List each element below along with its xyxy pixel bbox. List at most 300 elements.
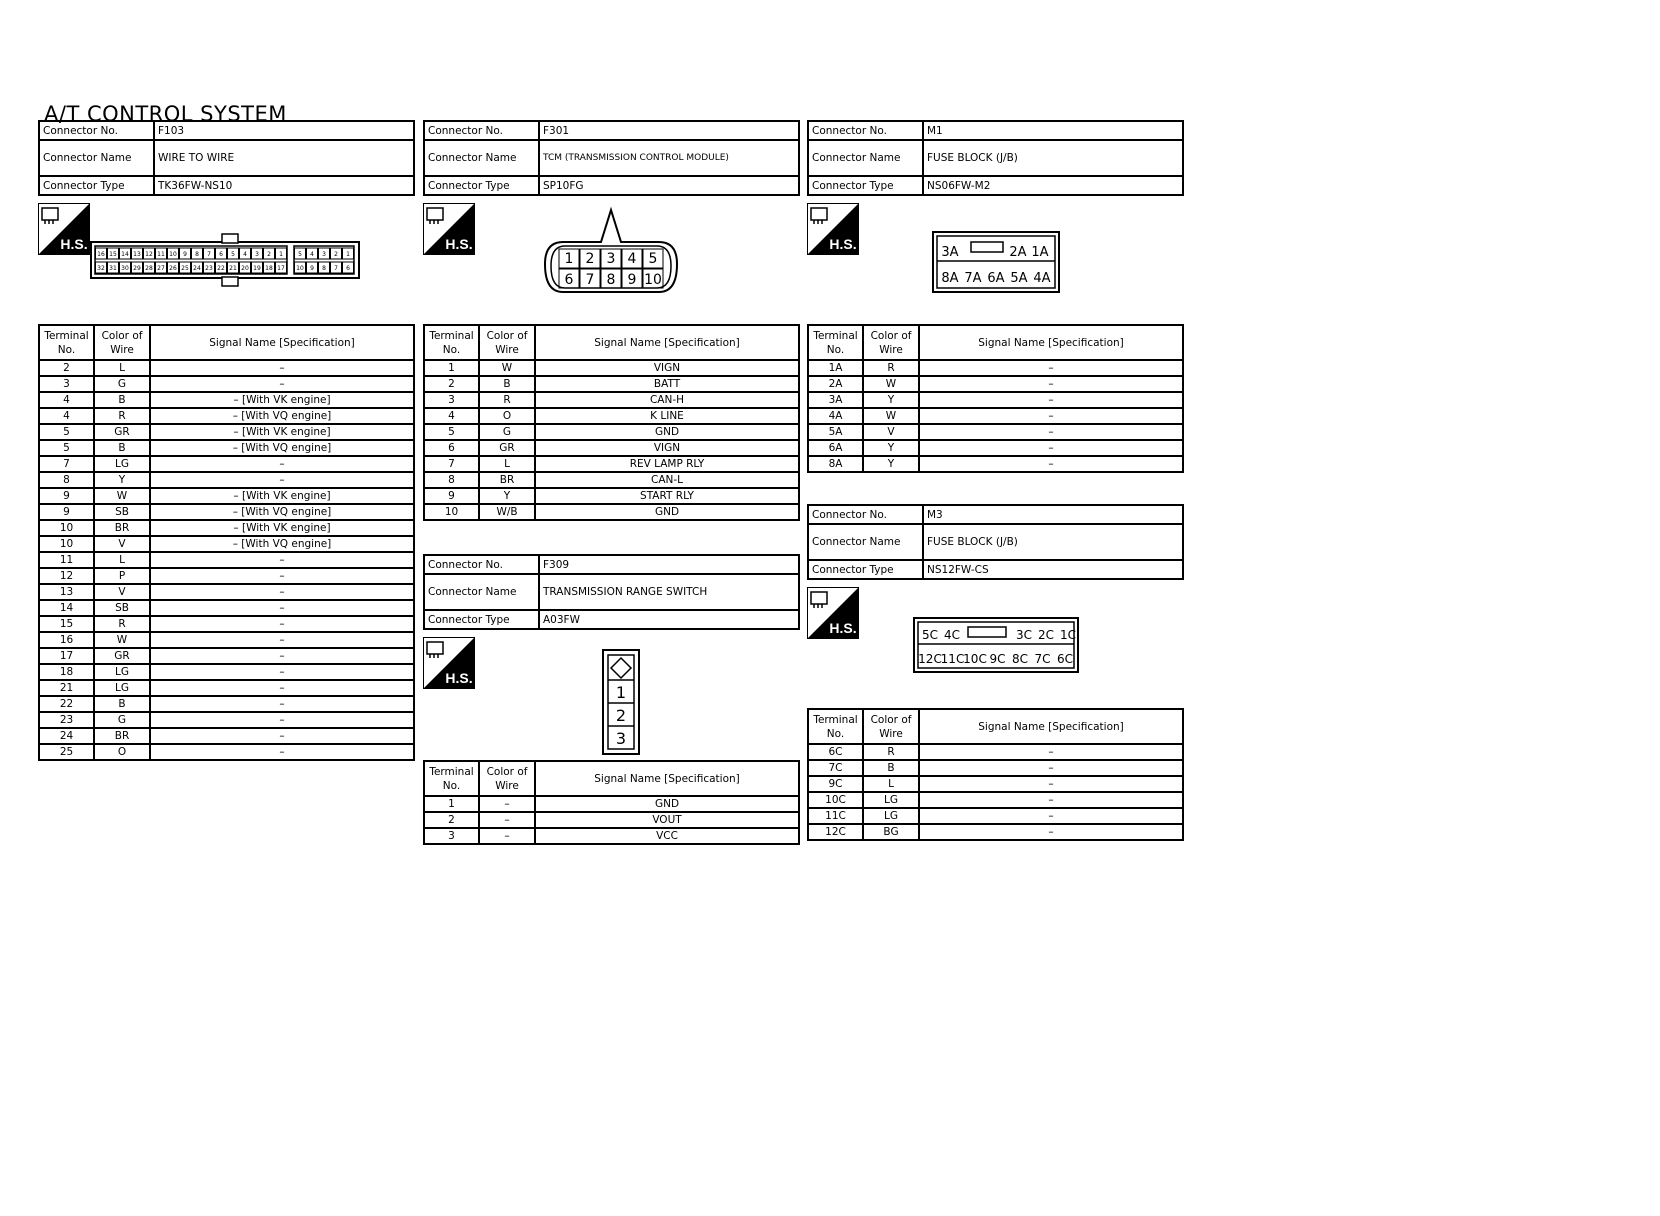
pin-label: 14 [121,251,129,258]
terminal-no-cell: 8A [808,456,863,472]
signal-name-cell: – [With VK engine] [150,392,414,408]
pin-label: 7 [334,265,338,272]
terminal-no-cell: 4 [424,408,479,424]
connector-name-value: FUSE BLOCK (J/B) [923,140,1183,176]
wire-color-cell: W [863,408,919,424]
connector-type-value: TK36FW-NS10 [154,176,414,195]
pin-label: 23 [205,265,213,272]
pin-label: 7C [1034,652,1051,666]
pin-label: 3 [615,729,627,748]
signal-name-cell: – [919,744,1183,760]
table-row [808,744,1183,760]
terminal-no-header: Terminal No. [424,761,479,796]
wire-color-cell: O [94,744,150,760]
wire-color-cell: R [94,408,150,424]
pin-label: 5A [1010,271,1028,286]
signal-name-cell: VIGN [535,360,799,376]
wire-color-cell: L [863,776,919,792]
table-row [808,424,1183,440]
pin-label: 3 [255,251,259,258]
pin-label: 21 [229,265,237,272]
terminal-no-cell: 2 [424,812,479,828]
pin-label: 8A [941,271,959,286]
table-row [39,616,414,632]
m1-connector-face-diagram [931,230,1063,296]
table-row [808,440,1183,456]
pin-label: 3C [1015,628,1033,642]
signal-name-cell: – [150,696,414,712]
connector-type-value: NS06FW-M2 [923,176,1183,195]
wire-color-cell: – [479,812,535,828]
wire-color-cell: Y [479,488,535,504]
wire-color-cell: L [94,552,150,568]
pin-label: 1 [615,683,627,702]
table-row [39,408,414,424]
connector-m3 [807,504,1184,841]
hs-badge-label: H.S. [445,236,473,252]
terminal-no-cell: 4A [808,408,863,424]
pin-label: 27 [157,265,165,272]
hs-badge-label: H.S. [60,236,88,252]
wire-color-cell: W [479,360,535,376]
pin-label: 12 [145,251,153,258]
signal-name-cell: – [919,424,1183,440]
pin-label: 1 [564,251,574,267]
signal-name-cell: – [150,552,414,568]
table-row [808,408,1183,424]
table-row [39,568,414,584]
connector-name-value: FUSE BLOCK (J/B) [923,524,1183,560]
terminal-no-cell: 6A [808,440,863,456]
pin-label: 6 [219,251,223,258]
terminal-no-cell: 4 [39,408,94,424]
terminal-no-cell: 23 [39,712,94,728]
pin-label: 3 [322,251,326,258]
table-row [39,472,414,488]
table-row [39,488,414,504]
pin-label: 5 [298,251,302,258]
terminal-no-cell: 10 [424,504,479,520]
connector-header [38,120,415,196]
terminal-no-cell: 2 [39,360,94,376]
wire-color-cell: BR [94,728,150,744]
pin-label: 7 [207,251,211,258]
terminal-no-cell: 9 [39,504,94,520]
hs-badge-label: H.S. [829,236,857,252]
wire-color-cell: BR [94,520,150,536]
connector-type-value: NS12FW-CS [923,560,1183,579]
table-row [808,392,1183,408]
wire-color-cell: Y [94,472,150,488]
wire-color-cell: LG [94,680,150,696]
connector-name-label: Connector Name [424,140,539,176]
signal-name-cell: – [919,392,1183,408]
signal-name-cell: – [With VQ engine] [150,440,414,456]
table-row [39,728,414,744]
terminal-table [423,324,800,521]
table-row [39,536,414,552]
signal-name-cell: – [150,600,414,616]
signal-name-cell: – [With VQ engine] [150,408,414,424]
page-title: A/T CONTROL SYSTEM [44,102,287,126]
pin-label: 2C [1037,628,1055,642]
terminal-no-cell: 1 [424,796,479,812]
signal-name-cell: – [150,376,414,392]
terminal-no-cell: 10C [808,792,863,808]
wire-color-cell: O [479,408,535,424]
connector-f309 [423,554,800,845]
signal-name-cell: – [919,760,1183,776]
wire-color-cell: Y [863,440,919,456]
terminal-no-cell: 3A [808,392,863,408]
connector-no-value: F309 [539,555,799,574]
pin-label: 1 [346,251,350,258]
pin-label: 3 [606,251,616,267]
wire-color-cell: R [863,360,919,376]
connector-name-value: TRANSMISSION RANGE SWITCH [539,574,799,610]
pin-label: 9C [989,652,1006,666]
signal-name-cell: – [919,408,1183,424]
pin-label: 13 [133,251,141,258]
pin-label: 2 [267,251,271,258]
wire-color-cell: LG [94,664,150,680]
signal-name-cell: VCC [535,828,799,844]
terminal-no-cell: 9 [39,488,94,504]
wire-color-cell: Y [863,392,919,408]
table-row [424,504,799,520]
terminal-no-cell: 5A [808,424,863,440]
signal-name-cell: – [150,472,414,488]
wire-color-cell: R [479,392,535,408]
table-row [39,440,414,456]
signal-name-cell: – [150,360,414,376]
wire-color-cell: BG [863,824,919,840]
pin-label: 30 [121,265,129,272]
terminal-no-cell: 5 [424,424,479,440]
pin-label: 15 [109,251,117,258]
table-row [39,680,414,696]
terminal-no-cell: 9 [424,488,479,504]
wire-color-cell: Y [863,456,919,472]
table-row [39,456,414,472]
signal-name-header: Signal Name [Specification] [919,325,1183,360]
pin-label: 8C [1011,652,1029,666]
table-row [424,424,799,440]
terminal-no-cell: 4 [39,392,94,408]
connector-type-label: Connector Type [424,610,539,629]
pin-label: 4 [243,251,247,258]
pin-label: 2 [615,706,627,725]
connector-name-label: Connector Name [424,574,539,610]
signal-name-cell: BATT [535,376,799,392]
pin-label: 22 [217,265,225,272]
pin-label: 16 [97,251,105,258]
pin-label: 32 [97,265,105,272]
terminal-no-cell: 6C [808,744,863,760]
connector-no-value: F103 [154,121,414,140]
pin-label: 9 [310,265,314,272]
pin-label: 10 [644,272,662,288]
terminal-no-cell: 2 [424,376,479,392]
table-row [39,424,414,440]
signal-name-cell: – [150,712,414,728]
table-row [39,696,414,712]
pin-label: 10C [963,652,987,666]
terminal-no-cell: 11C [808,808,863,824]
connector-type-label: Connector Type [808,176,923,195]
signal-name-cell: START RLY [535,488,799,504]
pin-label: 26 [169,265,177,272]
terminal-no-header: Terminal No. [39,325,94,360]
signal-name-cell: GND [535,796,799,812]
color-of-wire-header: Color of Wire [479,325,535,360]
table-row [39,664,414,680]
signal-name-cell: – [919,808,1183,824]
signal-name-header: Signal Name [Specification] [535,761,799,796]
table-row [39,648,414,664]
wire-color-cell: B [479,376,535,392]
wire-color-cell: LG [863,792,919,808]
pin-label: 24 [193,265,201,272]
signal-name-cell: – [919,824,1183,840]
terminal-no-cell: 8 [39,472,94,488]
terminal-no-cell: 5 [39,424,94,440]
color-of-wire-header: Color of Wire [863,709,919,744]
wire-color-cell: R [94,616,150,632]
pin-label: 2 [585,251,595,267]
wire-color-cell: GR [94,424,150,440]
terminal-no-cell: 14 [39,600,94,616]
color-of-wire-header: Color of Wire [479,761,535,796]
table-row [424,472,799,488]
f103-connector-face-diagram [90,232,362,288]
signal-name-cell: – [150,744,414,760]
signal-name-cell: – [150,728,414,744]
f301-connector-face-diagram [541,206,681,306]
terminal-no-cell: 21 [39,680,94,696]
pin-label: 12C [918,652,942,666]
wire-color-cell: W [94,488,150,504]
wire-color-cell: LG [863,808,919,824]
terminal-no-cell: 3 [39,376,94,392]
wire-color-cell: G [94,712,150,728]
signal-name-cell: GND [535,504,799,520]
signal-name-cell: – [150,680,414,696]
wire-color-cell: V [94,584,150,600]
connector-header [423,120,800,196]
connector-type-value: A03FW [539,610,799,629]
wire-color-cell: R [863,744,919,760]
table-row [424,376,799,392]
wire-color-cell: B [94,440,150,456]
pin-label: 2 [334,251,338,258]
signal-name-cell: – [150,456,414,472]
wire-color-cell: BR [479,472,535,488]
pin-label: 4A [1033,271,1051,286]
pin-label: 8 [195,251,199,258]
terminal-no-cell: 9C [808,776,863,792]
wire-color-cell: – [479,828,535,844]
pin-label: 4 [310,251,314,258]
pin-label: 11 [157,251,165,258]
table-row [39,600,414,616]
pin-label: 8 [322,265,326,272]
hs-harness-side-icon [38,203,90,255]
terminal-no-cell: 1A [808,360,863,376]
wire-color-cell: – [479,796,535,812]
pin-label: 6 [564,272,574,288]
wire-color-cell: B [863,760,919,776]
signal-name-cell: – [150,632,414,648]
signal-name-cell: – [150,648,414,664]
terminal-no-cell: 18 [39,664,94,680]
pin-label: 29 [133,265,141,272]
pin-label: 8 [606,272,616,288]
terminal-no-cell: 1 [424,360,479,376]
table-row [808,792,1183,808]
signal-name-cell: – [919,456,1183,472]
table-row [424,488,799,504]
wire-color-cell: B [94,696,150,712]
wire-color-cell: L [479,456,535,472]
pin-label: 20 [241,265,249,272]
terminal-no-cell: 17 [39,648,94,664]
wire-color-cell: V [863,424,919,440]
table-row [424,456,799,472]
terminal-no-header: Terminal No. [808,325,863,360]
connector-no-label: Connector No. [424,555,539,574]
f309-connector-face-diagram [601,648,641,758]
connector-no-label: Connector No. [424,121,539,140]
table-row [808,376,1183,392]
table-row [39,632,414,648]
signal-name-cell: – [150,584,414,600]
connector-type-label: Connector Type [424,176,539,195]
pin-label: 7A [964,271,982,286]
terminal-no-cell: 11 [39,552,94,568]
pin-label: 9 [627,272,637,288]
pin-label: 17 [277,265,285,272]
wire-color-cell: G [479,424,535,440]
table-row [39,744,414,760]
pin-label: 2A [1009,245,1027,260]
wire-color-cell: V [94,536,150,552]
terminal-no-cell: 12 [39,568,94,584]
hs-badge-label: H.S. [829,620,857,636]
table-row [424,392,799,408]
wire-color-cell: W/B [479,504,535,520]
terminal-no-cell: 5 [39,440,94,456]
signal-name-cell: – [With VK engine] [150,424,414,440]
terminal-no-cell: 7C [808,760,863,776]
connector-name-value: WIRE TO WIRE [154,140,414,176]
connector-header [807,120,1184,196]
wire-color-cell: B [94,392,150,408]
terminal-no-cell: 10 [39,536,94,552]
hs-harness-side-icon [423,203,475,255]
pin-label: 6C [1056,652,1074,666]
terminal-table [807,324,1184,473]
terminal-no-cell: 12C [808,824,863,840]
color-of-wire-header: Color of Wire [94,325,150,360]
hs-harness-side-icon [807,587,859,639]
hs-harness-side-icon [423,637,475,689]
signal-name-cell: – [With VK engine] [150,488,414,504]
table-row [39,392,414,408]
terminal-no-header: Terminal No. [808,709,863,744]
pin-label: 1A [1031,245,1049,260]
pin-label: 1C [1059,628,1077,642]
connector-header [807,504,1184,580]
pin-label: 3A [941,245,959,260]
terminal-no-cell: 3 [424,828,479,844]
signal-name-cell: CAN-L [535,472,799,488]
terminal-no-cell: 16 [39,632,94,648]
terminal-no-cell: 8 [424,472,479,488]
wire-color-cell: GR [479,440,535,456]
terminal-no-cell: 3 [424,392,479,408]
terminal-table [38,324,415,761]
table-row [808,824,1183,840]
wire-color-cell: SB [94,504,150,520]
pin-label: 25 [181,265,189,272]
connector-name-value: TCM (TRANSMISSION CONTROL MODULE) [539,140,799,176]
signal-name-cell: VOUT [535,812,799,828]
connector-no-label: Connector No. [39,121,154,140]
pin-label: 31 [109,265,117,272]
connector-f301 [423,120,800,521]
signal-name-cell: K LINE [535,408,799,424]
table-row [39,376,414,392]
terminal-no-cell: 10 [39,520,94,536]
signal-name-cell: – [150,616,414,632]
table-row [808,808,1183,824]
pin-label: 5C [921,628,939,642]
terminal-no-cell: 6 [424,440,479,456]
terminal-no-cell: 2A [808,376,863,392]
signal-name-cell: – [919,360,1183,376]
wire-color-cell: P [94,568,150,584]
hs-badge-label: H.S. [445,670,473,686]
signal-name-cell: CAN-H [535,392,799,408]
table-row [808,776,1183,792]
pin-label: 9 [183,251,187,258]
connector-no-label: Connector No. [808,505,923,524]
connector-type-label: Connector Type [39,176,154,195]
pin-label: 5 [231,251,235,258]
wire-color-cell: W [863,376,919,392]
connector-no-value: M3 [923,505,1183,524]
pin-label: 6A [987,271,1005,286]
pin-label: 19 [253,265,261,272]
pin-label: 7 [585,272,595,288]
hs-harness-side-icon [807,203,859,255]
table-row [39,520,414,536]
signal-name-cell: – [With VQ engine] [150,536,414,552]
signal-name-header: Signal Name [Specification] [535,325,799,360]
connector-no-value: F301 [539,121,799,140]
pin-label: 5 [648,251,658,267]
signal-name-header: Signal Name [Specification] [919,709,1183,744]
connector-m1 [807,120,1184,473]
wire-color-cell: GR [94,648,150,664]
pin-label: 18 [265,265,273,272]
signal-name-cell: VIGN [535,440,799,456]
pin-label: 6 [346,265,350,272]
terminal-table [423,760,800,845]
table-row [808,456,1183,472]
terminal-no-cell: 25 [39,744,94,760]
